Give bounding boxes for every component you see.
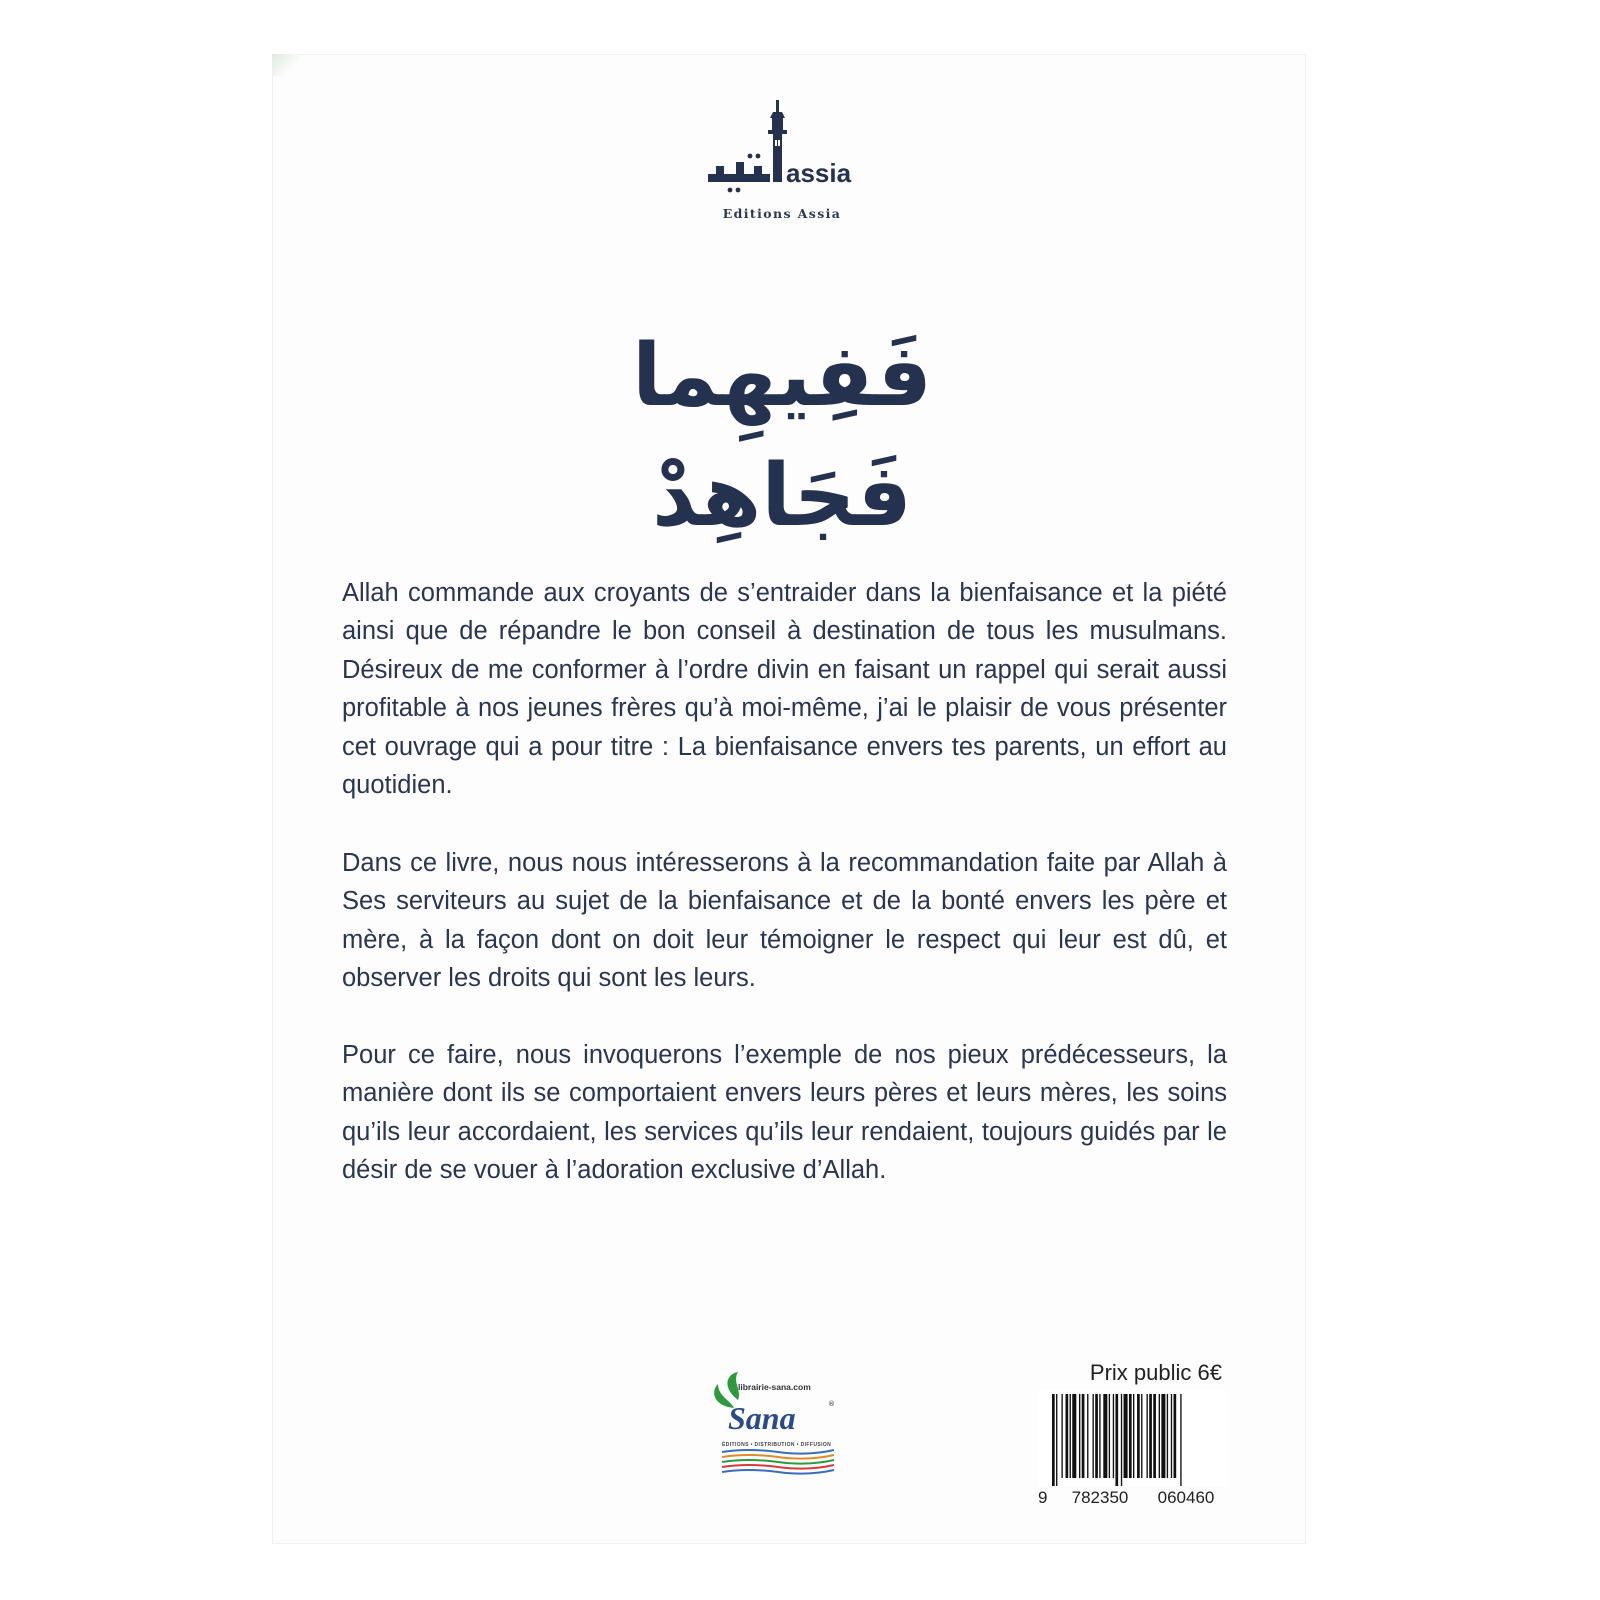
isbn-number [1038,1488,1228,1508]
arabic-title: فَفِيهِما فَجَاهِدْ [631,326,933,546]
isbn-group-2: 060460 [1157,1488,1215,1507]
barcode-bar [1149,1394,1152,1478]
barcode-bar [1061,1394,1062,1478]
barcode-bar [1180,1394,1181,1486]
barcode-bar [1113,1394,1114,1478]
barcode-bar [1052,1394,1055,1486]
isbn-prefix: 9 [1038,1488,1048,1507]
barcode-bar [1087,1394,1088,1478]
barcode-bar [1093,1394,1094,1478]
barcode-bar [1070,1394,1071,1478]
barcode-bar [1174,1394,1177,1478]
barcode-bar [1079,1394,1080,1478]
barcode-bar [1141,1394,1142,1478]
barcode-bar [1171,1394,1172,1478]
isbn-group-1: 782350 [1071,1488,1129,1507]
barcode-bar [1095,1394,1098,1478]
barcode-bar [1133,1394,1134,1478]
barcode-bar [1072,1394,1076,1478]
barcode-bar [1159,1394,1160,1478]
sana-url: librairie-sana.com [738,1382,811,1392]
isbn-barcode [1038,1390,1228,1486]
barcode-bar [1129,1394,1132,1478]
barcode-bar [1121,1394,1122,1486]
barcode-bar [1082,1394,1085,1478]
editions-assia-logo [700,90,864,220]
barcode-bar [1147,1394,1148,1478]
sana-wordmark: Sana [728,1400,796,1436]
barcode-bar [1167,1394,1168,1478]
barcode-bar [1137,1394,1140,1478]
paragraph-3: Pour ce faire, nous invoquerons l’exemple de nos pieux prédécesseurs, la manière dont ils se comportaient envers leurs pères et leurs mères, les soins qu’ils leur accordaient, les services qu’ils leur rendaient, toujours guidés par le désir de se vouer à l’adoration exclusive d’Allah. [342,1041,1227,1185]
barcode-bar [1099,1394,1100,1478]
barcode-bar [1153,1394,1156,1478]
barcode-bar [1103,1394,1107,1478]
sana-tagline: ÉDITIONS • DISTRIBUTION • DIFFUSION [722,1442,832,1448]
paragraph-2: Dans ce livre, nous nous intéresserons à la recommandation faite par Allah à Ses serviteurs au sujet de la bienfaisance et de la bonté envers les père et mère, à la façon dont on doit leur témoigner le respect qui leur est dû, et observer les droits qui sont les leurs. [342,849,1227,993]
barcode-bar [1161,1394,1165,1478]
barcode-bar [1109,1394,1110,1478]
publisher-caption: Editions Assia [722,206,842,221]
barcode-bar [1115,1394,1118,1486]
barcode-bar [1066,1394,1069,1478]
assia-latin-wordmark [700,90,864,206]
barcode-bar [1056,1394,1057,1486]
svg-text:assia: assia [786,158,852,188]
barcode-bar [1124,1394,1128,1478]
public-price: Prix public 6€ [1089,1360,1222,1385]
book-back-cover [272,54,1306,1544]
sana-logo [708,1370,848,1490]
registered-mark: ® [828,1400,835,1408]
paragraph-1: Allah commande aux croyants de s’entraider dans la bienfaisance et la piété ainsi que de répandre le bon conseil à destination de tous les musulmans. Désireux de me conformer à l’ordre divin en faisant un rappel qui serait aussi profitable à nos jeunes frères qu’à moi-même, j’ai le plaisir de vous présenter cet ouvrage qui a pour titre : La bienfaisance envers tes parents, un effort au quotidien. [342,579,1227,800]
